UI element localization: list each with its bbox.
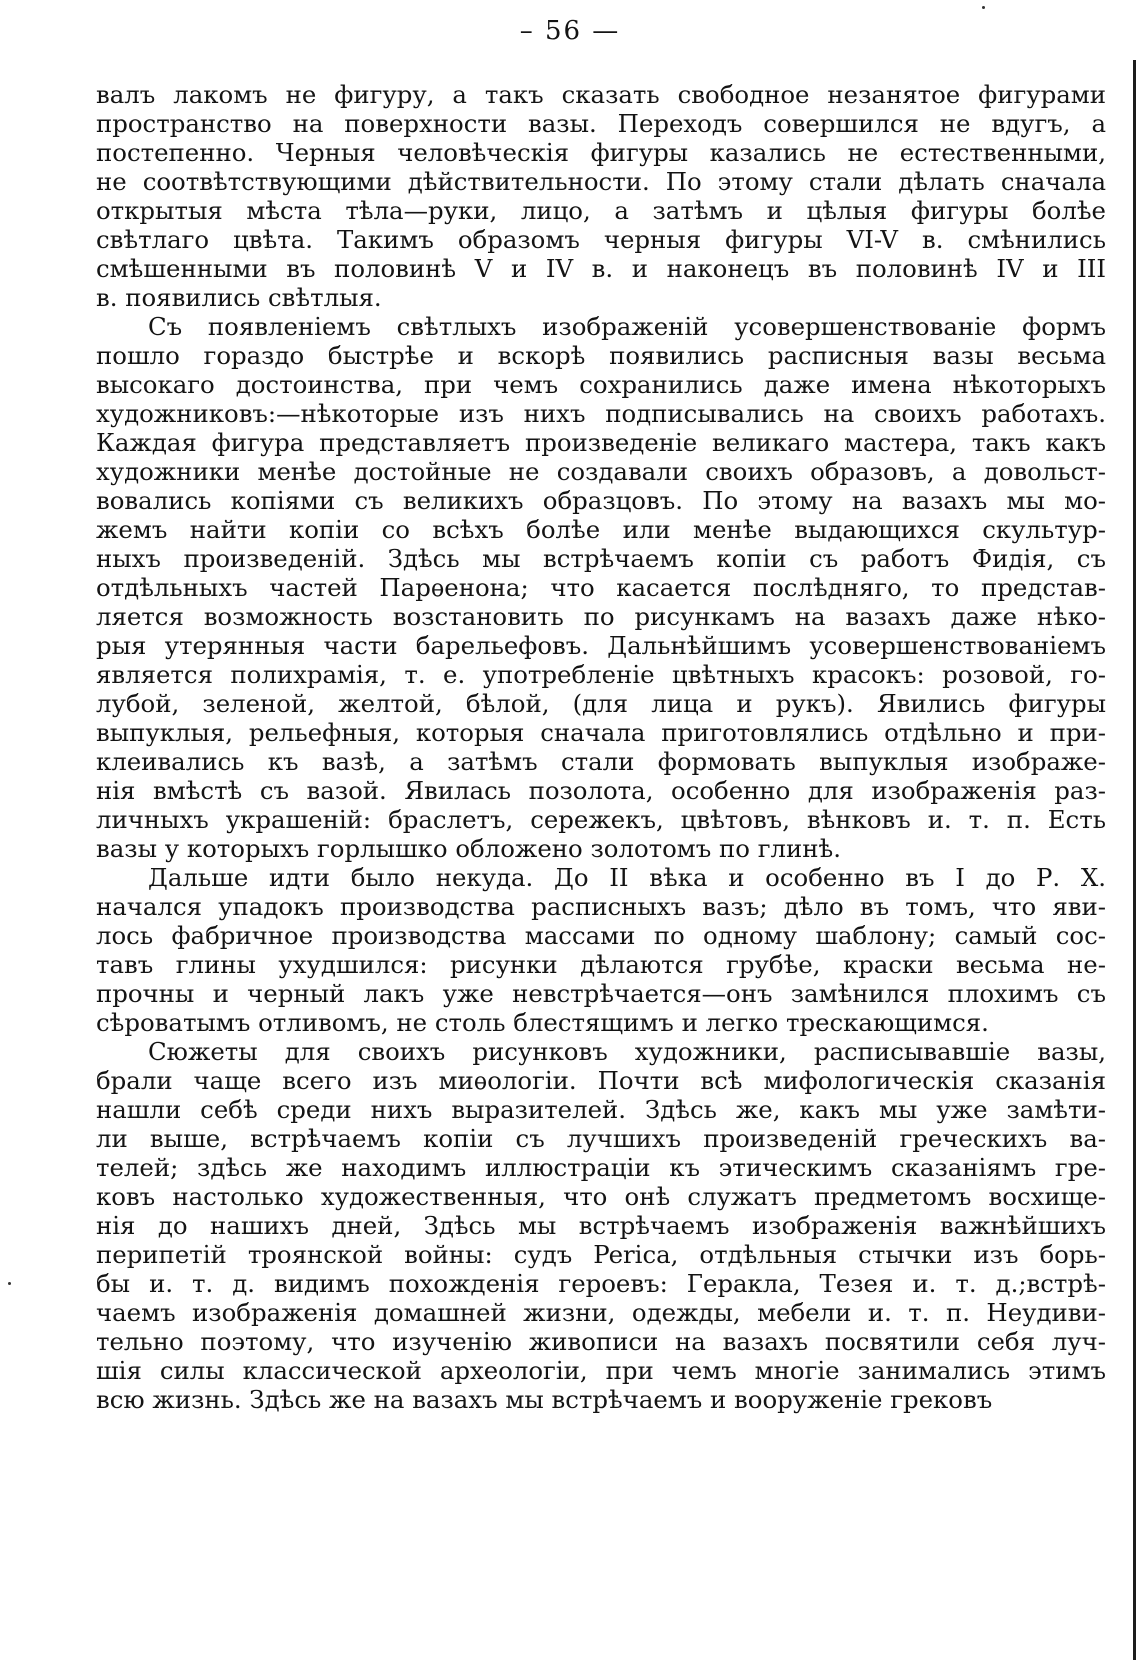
text-line: является полихрамія, т. е. употребленіе цвѣтныхъ красокъ: розовой, го- <box>96 660 1106 689</box>
text-line: пошло гораздо быстрѣе и вскорѣ появились расписныя вазы весьма <box>96 341 1106 370</box>
text-line: бы и. т. д. видимъ похожденія героевъ: Геракла, Тезея и. т. д.;встрѣ- <box>96 1269 1106 1298</box>
text-line: вазы у которыхъ горлышко обложено золотомъ по глинѣ. <box>96 834 841 863</box>
text-line: перипетій троянской войны: судъ Periса, отдѣльныя стычки изъ борь- <box>96 1240 1106 1269</box>
text-line: валъ лакомъ не фигуру, а такъ сказать свободное незанятое фигурами <box>96 80 1106 109</box>
text-line: ли выше, встрѣчаемъ копіи съ лучшихъ произведеній греческихъ ва- <box>96 1124 1106 1153</box>
text-line: нія вмѣстѣ съ вазой. Явилась позолота, особенно для изображенія раз- <box>96 776 1106 805</box>
paragraph <box>96 1037 1106 1414</box>
text-line: отдѣльныхъ частей Парѳенона; что касается послѣдняго, то представ- <box>96 573 1106 602</box>
text-line: художниковъ:—нѣкоторые изъ нихъ подписывались на своихъ работахъ. <box>96 399 1106 428</box>
text-line: телей; здѣсь же находимъ иллюстраціи къ этическимъ сказаніямъ гре- <box>96 1153 1106 1182</box>
text-line: шія силы классической археологіи, при чемъ многіе занимались этимъ <box>96 1356 1106 1385</box>
paragraph <box>96 80 1106 312</box>
text-line: высокаго достоинства, при чемъ сохранились даже имена нѣкоторыхъ <box>96 370 1106 399</box>
text-line: Сюжеты для своихъ рисунковъ художники, расписывавшіе вазы, <box>148 1037 1106 1066</box>
text-line: ковъ настолько художественныя, что онѣ служатъ предметомъ восхище- <box>96 1182 1106 1211</box>
text-line: выпуклыя, рельефныя, которыя сначала приготовлялись отдѣльно и при- <box>96 718 1106 747</box>
text-line: вовались копіями съ великихъ образцовъ. По этому на вазахъ мы мо- <box>96 486 1106 515</box>
paragraph <box>96 863 1106 1037</box>
text-line: свѣтлаго цвѣта. Такимъ образомъ черныя фигуры VI-V в. смѣнились <box>96 225 1106 254</box>
text-line: нашли себѣ среди нихъ выразителей. Здѣсь же, какъ мы уже замѣти- <box>96 1095 1106 1124</box>
text-line: тельно поэтому, что изученію живописи на вазахъ посвятили себя луч- <box>96 1327 1106 1356</box>
text-line: клеивались къ вазѣ, а затѣмъ стали формовать выпуклыя изображе- <box>96 747 1106 776</box>
text-line: постепенно. Черныя человѣческія фигуры казались не естественными, <box>96 138 1106 167</box>
paragraph <box>96 312 1106 863</box>
text-line: в. появились свѣтлыя. <box>96 283 382 312</box>
text-line: чаемъ изображенія домашней жизни, одежды, мебели и. т. п. Неудиви- <box>96 1298 1106 1327</box>
text-line: Каждая фигура представляетъ произведеніе великаго мастера, такъ какъ <box>96 428 1106 457</box>
text-line: не соотвѣтствующими дѣйствительности. По этому стали дѣлать сначала <box>96 167 1106 196</box>
text-line: начался упадокъ производства расписныхъ вазъ; дѣло въ томъ, что яви- <box>96 892 1106 921</box>
text-line: лубой, зеленой, желтой, бѣлой, (для лица и рукъ). Явились фигуры <box>96 689 1106 718</box>
text-line: открытыя мѣста тѣла—руки, лицо, а затѣмъ и цѣлыя фигуры болѣе <box>96 196 1106 225</box>
text-line: прочны и черный лакъ уже невстрѣчается—онъ замѣнился плохимъ съ <box>96 979 1106 1008</box>
scan-speck <box>8 1282 11 1285</box>
text-line: нія до нашихъ дней, Здѣсь мы встрѣчаемъ изображенія важнѣйшихъ <box>96 1211 1106 1240</box>
text-line: брали чаще всего изъ миѳологіи. Почти всѣ мифологическія сказанія <box>96 1066 1106 1095</box>
text-line: художники менѣе достойные не создавали своихъ образовъ, а довольст- <box>96 457 1106 486</box>
text-line: сѣроватымъ отливомъ, не столь блестящимъ и легко трескающимся. <box>96 1008 989 1037</box>
text-line: Съ появленіемъ свѣтлыхъ изображеній усовершенствованіе формъ <box>148 312 1106 341</box>
scan-edge-line <box>1133 60 1136 1660</box>
text-line: всю жизнь. Здѣсь же на вазахъ мы встрѣчаемъ и вооруженіе грековъ <box>96 1385 993 1414</box>
page-number: – 56 — <box>519 16 621 46</box>
text-line: лось фабричное производства массами по одному шаблону; самый сос- <box>96 921 1106 950</box>
text-line: ныхъ произведеній. Здѣсь мы встрѣчаемъ копіи съ работъ Фидія, съ <box>96 544 1106 573</box>
text-line: тавъ глины ухудшился: рисунки дѣлаются грубѣе, краски весьма не- <box>96 950 1106 979</box>
text-line: личныхъ украшеній: браслетъ, сережекъ, цвѣтовъ, вѣнковъ и. т. п. Есть <box>96 805 1106 834</box>
scan-speck <box>982 6 985 9</box>
text-line: жемъ найти копіи со всѣхъ болѣе или менѣе выдающихся скультур- <box>96 515 1106 544</box>
text-line: Дальше идти было некуда. До II вѣка и особенно въ I до Р. Х. <box>148 863 1106 892</box>
text-line: пространство на поверхности вазы. Переходъ совершился не вдугъ, а <box>96 109 1106 138</box>
text-line: ляется возможность возстановить по рисункамъ на вазахъ даже нѣко- <box>96 602 1106 631</box>
text-line: смѣшенными въ половинѣ V и IV в. и наконецъ въ половинѣ IV и III <box>96 254 1106 283</box>
body-text <box>96 80 1106 1414</box>
text-line: рыя утерянныя части барельефовъ. Дальнѣйшимъ усовершенствованіемъ <box>96 631 1106 660</box>
